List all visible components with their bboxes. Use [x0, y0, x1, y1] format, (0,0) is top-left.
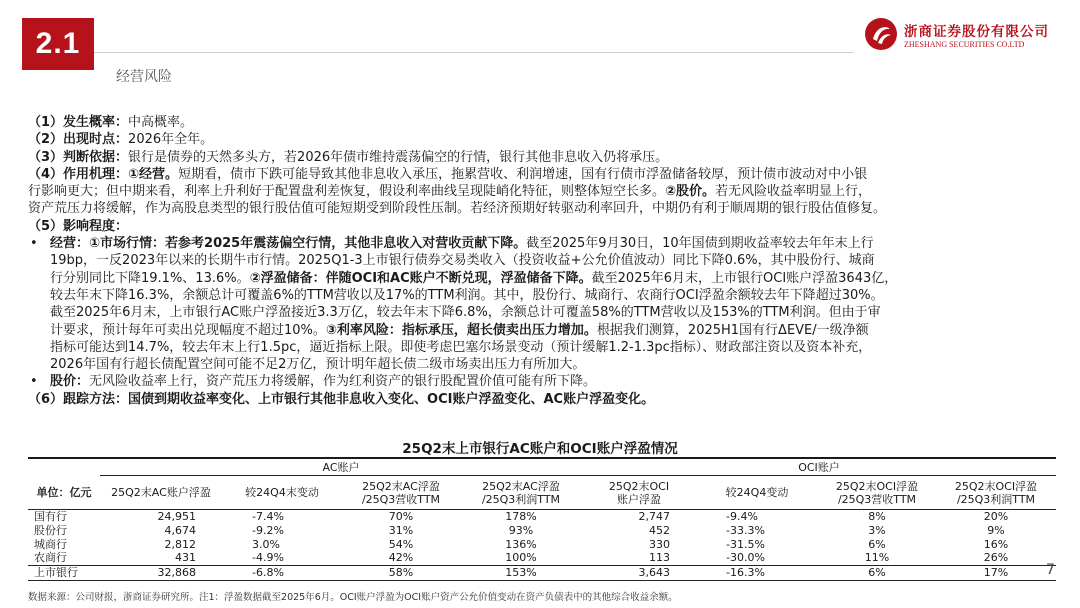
table-cell: 330	[649, 537, 670, 551]
floating-gain-table	[28, 457, 1056, 581]
row-label: 上市银行	[34, 566, 78, 580]
row-label: 股份行	[34, 523, 67, 537]
zheshang-logo-icon	[864, 17, 898, 51]
column-header: 较24Q4变动	[696, 476, 818, 510]
table-cell: 58%	[388, 566, 414, 580]
basis-line	[28, 149, 1063, 166]
table-cell: -4.9%	[252, 551, 284, 565]
company-logo	[864, 14, 1064, 54]
timing-line	[28, 131, 1063, 148]
section-number-badge: 2.1	[22, 18, 94, 70]
probability-label: （1）发生概率：	[28, 115, 129, 130]
table-cell: 136%	[505, 537, 537, 551]
impact-label: （5）影响程度：	[28, 218, 129, 234]
mechanism-text-2: 行影响更大；但中期来看，利率上升利好于配置盘利差恢复，假设利率曲线呈现陡峭化特征，则整体短空长多。	[28, 184, 666, 200]
table-cell: 24,951	[157, 510, 196, 523]
table-cell: 3.0%	[252, 537, 280, 551]
operation-text-10: 2026年国有行超长债配置空间可能不足2万亿，预计明年超长债二级市场卖出压力有所加大。	[50, 357, 586, 373]
logo-english-name: ZHESHANG SECURITIES CO.LTD	[904, 39, 1025, 49]
operation-text-8: 根据我们测算，2025H1国有行ΔEVE/一级净额	[596, 322, 869, 338]
column-header: 25Q2末OCI浮盈 /25Q3利润TTM	[936, 476, 1056, 510]
table-cell: 20%	[983, 510, 1009, 523]
operation-text-7: 计要求，预计每年可卖出兑现幅度不超过10%。	[50, 322, 326, 338]
table-cell: 153%	[505, 566, 537, 580]
table-cell: 6%	[868, 566, 886, 580]
rate-risk-heading: ③利率风险：指标承压，超长债卖出压力增加。	[325, 322, 597, 338]
table-cell: -6.8%	[252, 566, 284, 580]
table-cell: 3%	[868, 523, 886, 537]
table-cell: -16.3%	[726, 566, 765, 580]
table-cell: 8%	[868, 510, 886, 523]
table-cell: 2,812	[164, 537, 196, 551]
ac-account-group: AC账户	[100, 458, 582, 476]
mechanism-text-4: 资产荒压力将缓解，作为高股息类型的银行股估值可能短期受到阶段性压制。若经济预期好转驱动利率回升，中期仍有利于顺周期的银行股估值修复。	[28, 201, 887, 217]
mechanism-line-2	[28, 183, 1063, 200]
source-footnote: 数据来源：公司财报，浙商证券研究所。注1：浮盈数据截至2025年6月。OCI账户浮盈为OCI账户资产公允价值变动在资产负债表中的其他综合收益余额。	[28, 592, 678, 603]
timing-text: 2026年全年。	[128, 132, 214, 148]
impact-line	[28, 218, 1063, 235]
logo-chinese-name: 浙商证券股份有限公司	[904, 23, 1049, 40]
impact-operation-line-6	[28, 322, 1063, 339]
reserve-heading: ②浮盈储备：伴随OCI和AC账户不断兑现，浮盈储备下降。	[249, 270, 592, 286]
mechanism-text-3: 若无风险收益率明显上行，	[715, 184, 872, 200]
mechanism-label: （4）作用机理：	[28, 166, 129, 182]
column-header: 25Q2末AC浮盈 /25Q3营收TTM	[342, 476, 460, 510]
table-cell: 4,674	[164, 523, 196, 537]
table-row	[28, 538, 1056, 552]
timing-label: （2）出现时点：	[28, 132, 129, 148]
tracking-label: （6）跟踪方法：	[28, 391, 129, 407]
column-header: 25Q2末OCI浮盈 /25Q3营收TTM	[818, 476, 936, 510]
impact-operation-line-7	[28, 339, 1063, 356]
table-cell: 26%	[983, 551, 1009, 565]
row-label: 城商行	[34, 537, 67, 551]
impact-stock-line	[28, 373, 1063, 390]
table-cell: -7.4%	[252, 510, 284, 523]
impact-operation-line-2	[28, 252, 1063, 269]
table-cell: 70%	[388, 510, 414, 523]
table-cell: 17%	[983, 566, 1009, 580]
tracking-line	[28, 391, 1063, 408]
table-cell: 16%	[983, 537, 1009, 551]
mechanism-operation: ①经营。	[128, 166, 179, 182]
market-heading: ①市场行情：若参考2025年震荡偏空行情，其他非息收入对营收贡献下降。	[89, 236, 527, 252]
table-cell: 452	[649, 523, 670, 537]
column-header: 25Q2末OCI 账户浮盈	[582, 476, 696, 510]
operation-text-9: 指标可能达到14.7%，较去年末上行1.5pc，逼近指标上限。即使考虑巴塞尔场景变动（预计缓解1.2-1.3pc指标）、财政部注资以及资本补充，	[50, 339, 872, 355]
table-cell: -9.4%	[726, 510, 758, 523]
table-row	[28, 524, 1056, 538]
oci-account-group: OCI账户	[582, 458, 1056, 476]
table-total-row	[28, 566, 1056, 581]
table-cell: 113	[649, 551, 670, 565]
column-header: 25Q2末AC账户浮盈	[100, 476, 222, 510]
column-header: 25Q2末AC浮盈 /25Q3利润TTM	[460, 476, 582, 510]
table-cell: 93%	[508, 523, 534, 537]
mechanism-stock-price: ②股价。	[665, 184, 716, 200]
basis-label: （3）判断依据：	[28, 149, 129, 165]
table-cell: 100%	[505, 551, 537, 565]
row-label: 农商行	[34, 551, 67, 565]
table-cell: 3,643	[638, 566, 670, 580]
table-cell: 6%	[868, 537, 886, 551]
operation-label: 经营：	[50, 236, 90, 252]
mechanism-line-1	[28, 166, 1063, 183]
table-cell: 31%	[388, 523, 414, 537]
section-title: 经营风险	[116, 69, 172, 85]
mechanism-line-3	[28, 200, 1063, 217]
operation-text-6: 截至2025年6月末，上市银行AC账户浮盈接近3.3万亿，较去年末下降6.8%，余额总计可覆盖58%的TTM营收以及153%的TTM利润。但由于审	[50, 305, 881, 321]
table-cell: -9.2%	[252, 523, 284, 537]
column-header: 较24Q4末变动	[222, 476, 342, 510]
table-cell: 2,747	[638, 510, 670, 523]
impact-operation-line-4	[28, 287, 1063, 304]
probability-line	[28, 114, 1063, 131]
table-cell: 32,868	[157, 566, 196, 580]
table-cell: -30.0%	[726, 551, 765, 565]
table-row	[28, 551, 1056, 565]
operation-text-2: 19bp，一反2023年以来的长期牛市行情。2025Q1-3上市银行债券交易类收入（投资收益+公允价值波动）同比下降0.6%，其中股份行、城商	[50, 253, 875, 269]
header-divider	[94, 52, 854, 53]
operation-text-4: 截至2025年6月末，上市银行OCI账户浮盈3643亿，	[591, 270, 898, 286]
table-cell: 178%	[505, 510, 537, 523]
table-cell: 431	[175, 551, 196, 565]
operation-text-1: 截至2025年9月30日，10年国债到期收益率较去年年末上行	[526, 236, 874, 252]
impact-operation-line-3	[28, 270, 1063, 287]
table-cell: 9%	[987, 523, 1005, 537]
impact-operation-line-8	[28, 356, 1063, 373]
table-cell: 11%	[864, 551, 890, 565]
stock-label: 股价：	[50, 374, 90, 390]
table-row	[28, 510, 1056, 524]
stock-text: 无风险收益率上行，资产荒压力将缓解，作为红利资产的银行股配置价值可能有所下降。	[89, 374, 597, 390]
table-cell: -33.3%	[726, 523, 765, 537]
mechanism-text-1: 短期看，债市下跌可能导致其他非息收入承压，拖累营收、利润增速，国有行债市浮盈储备较厚，预计债市波动对中小银	[178, 166, 868, 182]
tracking-text: 国债到期收益率变化、上市银行其他非息收入变化、OCI账户浮盈变化、AC账户浮盈变化。	[128, 391, 655, 407]
table-title: 25Q2末上市银行AC账户和OCI账户浮盈情况	[402, 441, 678, 457]
probability-text: 中高概率。	[128, 115, 194, 130]
operation-text-5: 较去年末下降16.3%，余额总计可覆盖6%的TTM营收以及17%的TTM利润。其中，股份行、城商行、农商行OCI浮盈余额较去年下降超过30%。	[50, 287, 884, 303]
basis-text: 银行是债券的天然多头方，若2026年债市维持震荡偏空的行情，银行其他非息收入仍将承压。	[128, 149, 669, 165]
table-cell: 42%	[388, 551, 414, 565]
page-number: 7	[1046, 562, 1055, 578]
table-cell: -31.5%	[726, 537, 765, 551]
table-corner	[28, 458, 100, 476]
unit-label: 单位：亿元	[28, 476, 100, 510]
table-cell: 54%	[388, 537, 414, 551]
row-label: 国有行	[34, 510, 67, 523]
risk-description	[28, 114, 1063, 408]
impact-operation-line-5	[28, 304, 1063, 321]
operation-text-3: 行分别同比下降19.1%、13.6%。	[50, 270, 250, 286]
impact-operation-line-1	[28, 235, 1063, 252]
